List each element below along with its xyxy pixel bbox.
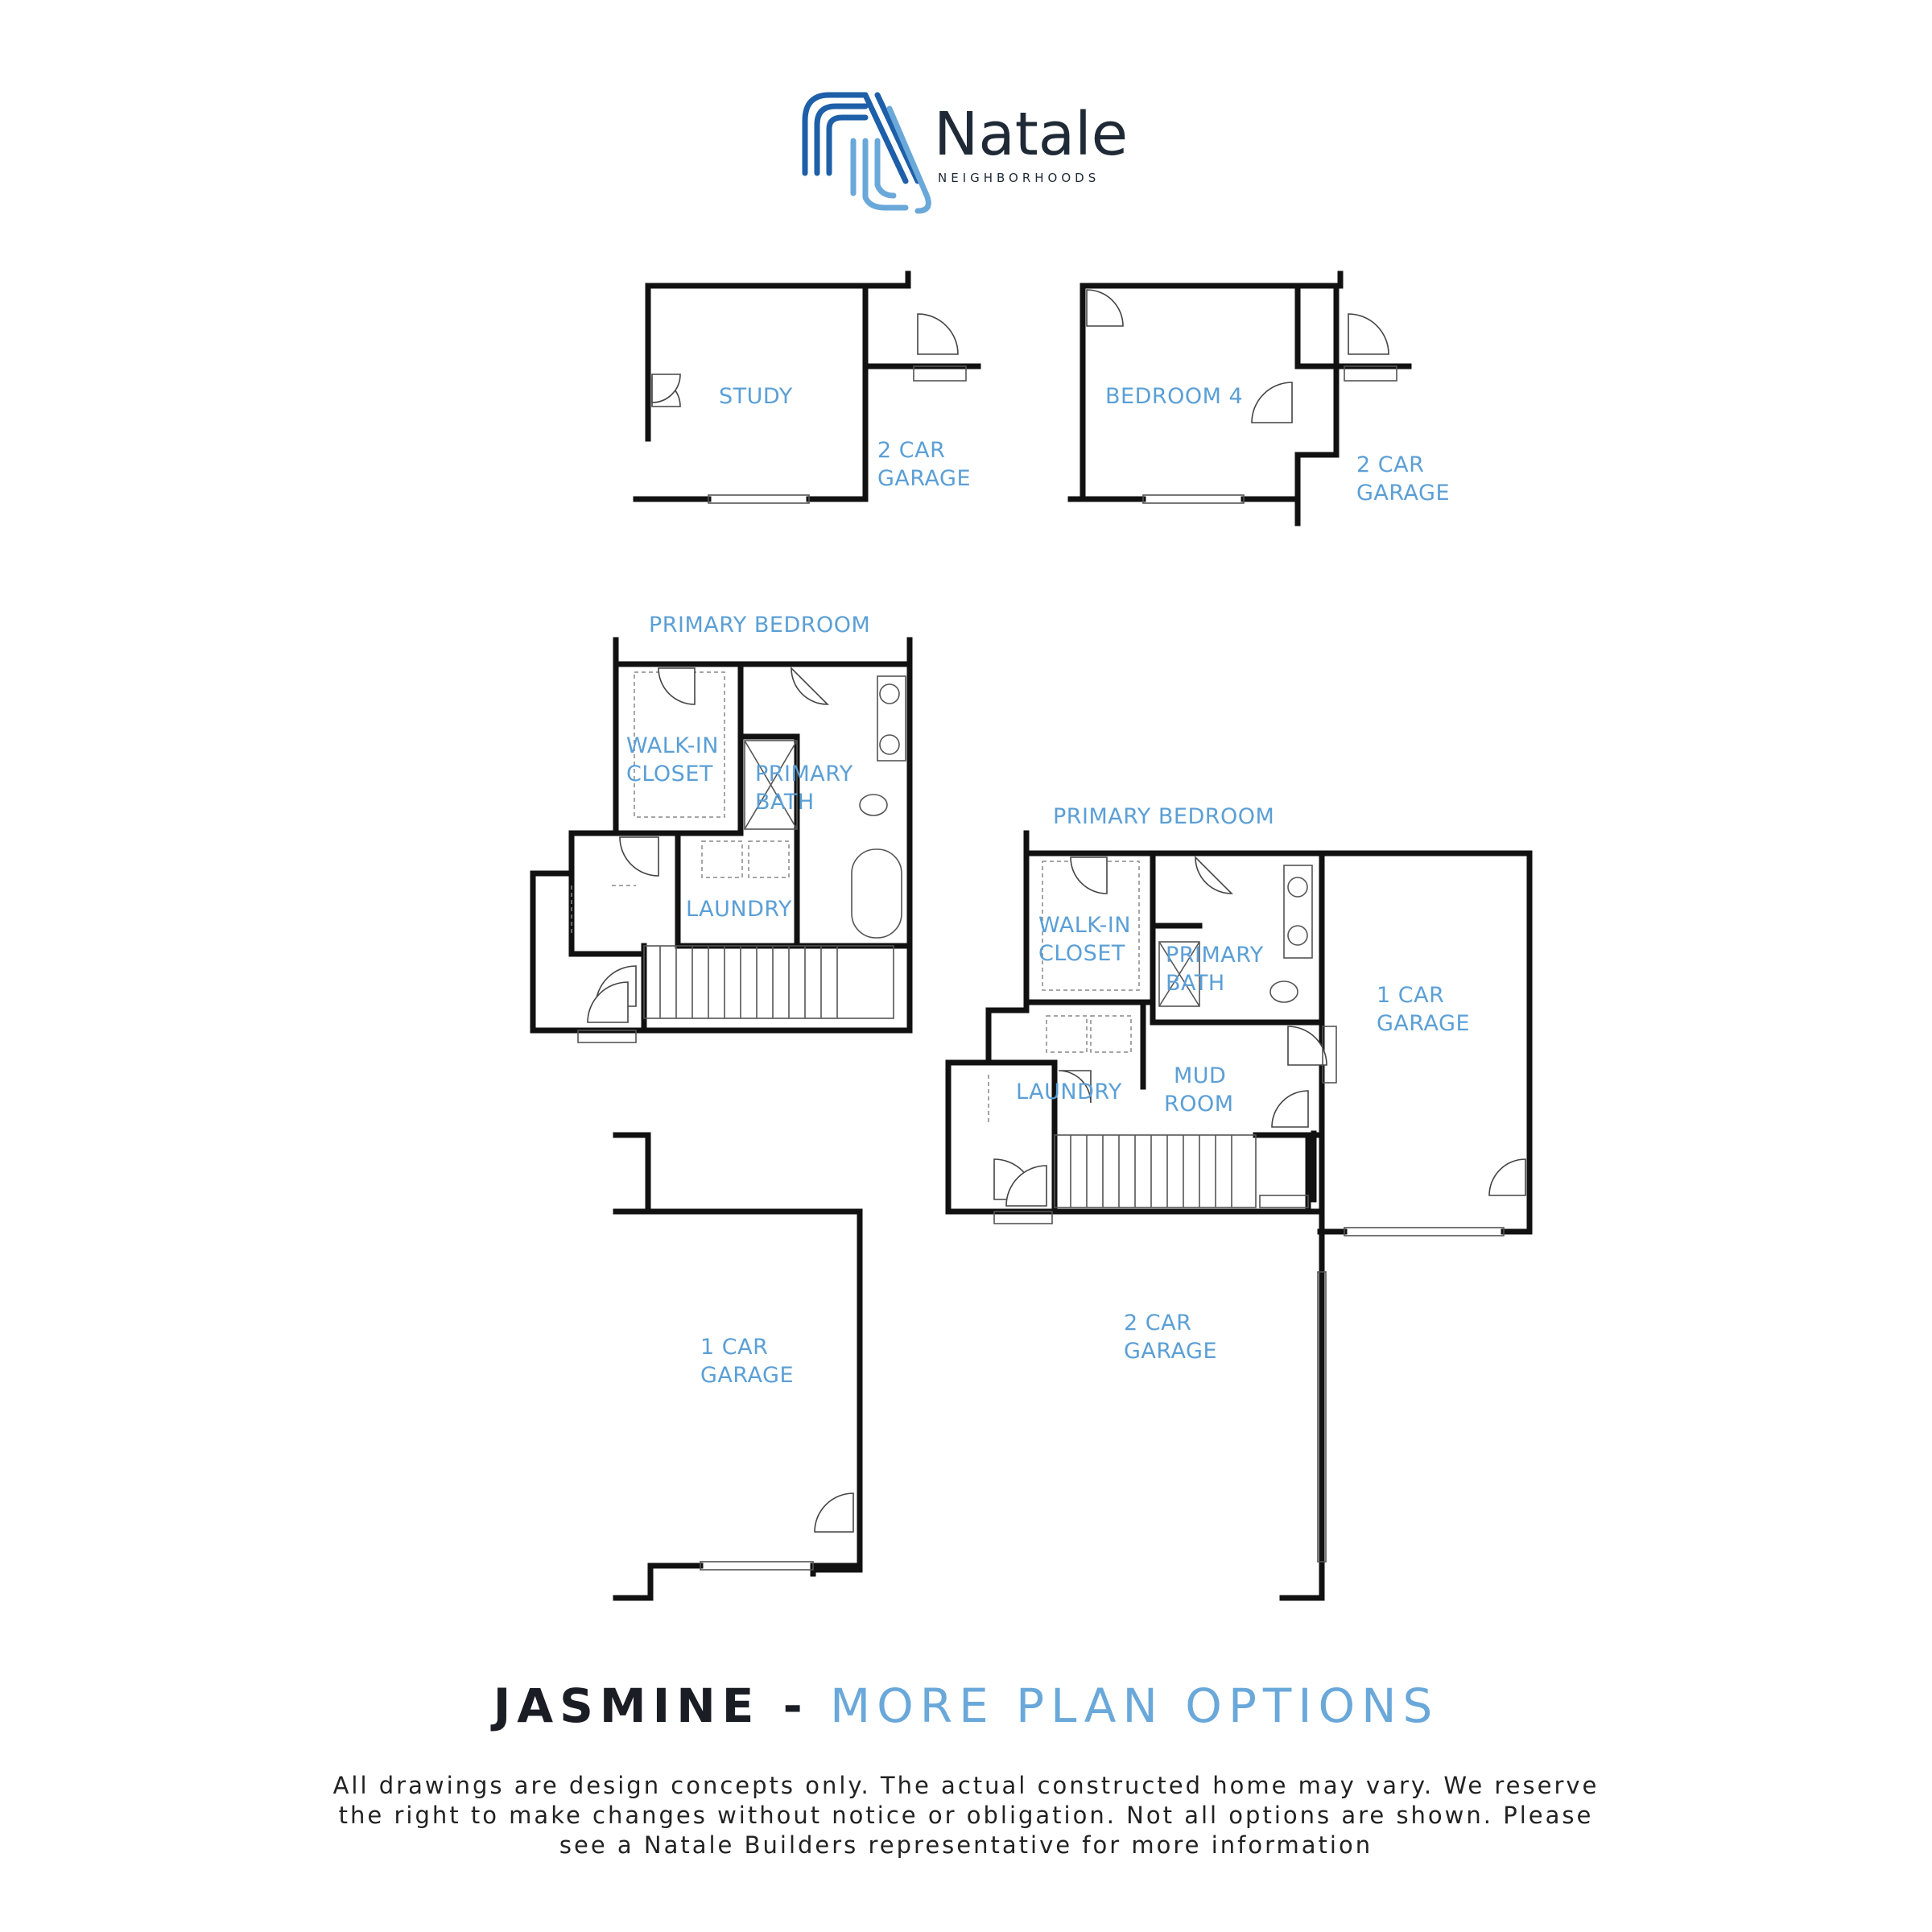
page-title [0, 1678, 1932, 1733]
primary-option-a-plan [533, 613, 910, 1598]
one-car-garage-label-line1: 1 CAR [700, 1335, 769, 1360]
mud-room-door-icon [1272, 1091, 1308, 1127]
study-option-plan [636, 274, 978, 503]
primary-bath-label-line2: BATH [1166, 971, 1225, 996]
dryer-icon [749, 841, 789, 877]
disclaimer-line: see a Natale Builders representative for more information [559, 1831, 1373, 1859]
bath-door-icon [791, 668, 828, 704]
laundry-label: LAUNDRY [1016, 1080, 1122, 1104]
garage-label-line2: GARAGE [1356, 481, 1451, 506]
bathtub-icon [852, 849, 902, 938]
natale-monogram-icon [805, 95, 928, 211]
bedroom4-door-icon [1087, 290, 1123, 326]
disclaimer-line: the right to make changes without notice or obligation. Not all options are shown. Please [338, 1802, 1594, 1829]
one-car-garage-label-line2: GARAGE [1377, 1011, 1471, 1036]
primary-bath-label-line1: PRIMARY [1166, 943, 1264, 968]
garage-side-door-icon [1489, 1159, 1525, 1195]
garage-entry-door-icon [918, 314, 958, 354]
plan-subtitle: MORE PLAN OPTIONS [830, 1678, 1439, 1733]
sink-icon [1288, 926, 1307, 945]
closet-door-icon [1252, 382, 1292, 423]
toilet-icon [860, 795, 887, 815]
primary-bath-label-line2: BATH [755, 790, 815, 815]
sink-icon [880, 735, 899, 754]
closet-door-icon [658, 668, 695, 704]
garage-label-line1: 2 CAR [877, 438, 946, 463]
primary-option-b-plan [948, 804, 1530, 1598]
washer-icon [1046, 1016, 1087, 1052]
garage-door [1344, 1228, 1504, 1236]
bedroom4-option-plan [1071, 274, 1450, 523]
primary-bedroom-label: PRIMARY BEDROOM [1053, 804, 1275, 829]
plan-name: JASMINE - [493, 1678, 809, 1733]
stairs-icon [644, 946, 894, 1018]
walkin-closet-label-line2: CLOSET [1038, 941, 1125, 966]
two-car-garage-label-line1: 2 CAR [1124, 1311, 1192, 1335]
entry-door-icon [588, 982, 628, 1022]
sink-icon [880, 684, 899, 704]
washer-icon [702, 841, 742, 877]
stairs-icon [1055, 1135, 1256, 1208]
study-label: STUDY [719, 384, 793, 409]
walkin-closet-label-line2: CLOSET [626, 762, 713, 786]
bath-door-icon [1195, 857, 1232, 894]
garage-label-line1: 2 CAR [1356, 452, 1425, 477]
study-window [708, 495, 809, 503]
closet-door-icon [1071, 857, 1107, 894]
disclaimer [322, 1771, 1610, 1860]
disclaimer-line: All drawings are design concepts only. The actual constructed home may vary. We reserve [332, 1772, 1600, 1799]
walkin-closet-label-line1: WALK-IN [1038, 913, 1132, 938]
garage-door [700, 1562, 813, 1570]
primary-bath-label-line1: PRIMARY [755, 762, 853, 786]
garage-side-door-icon [815, 1493, 853, 1532]
garage-entry-door-icon [1348, 314, 1389, 354]
brand-name: Natale [934, 100, 1129, 169]
one-car-garage-label-line2: GARAGE [700, 1363, 795, 1388]
garage-label-line2: GARAGE [877, 466, 972, 491]
natale-logo [805, 95, 1128, 211]
mud-room-label-line1: MUD [1174, 1063, 1227, 1088]
two-car-garage-label-line2: GARAGE [1124, 1339, 1218, 1364]
toilet-icon [1270, 981, 1298, 1002]
mud-room-label-line2: ROOM [1164, 1092, 1234, 1117]
dryer-icon [1091, 1016, 1131, 1052]
sink-icon [1288, 877, 1307, 897]
primary-bedroom-label: PRIMARY BEDROOM [649, 613, 871, 638]
laundry-label: LAUNDRY [686, 897, 792, 922]
bedroom4-label: BEDROOM 4 [1105, 384, 1244, 409]
walkin-closet-label-line1: WALK-IN [626, 733, 720, 758]
brand-subtitle: NEIGHBORHOODS [938, 171, 1100, 185]
one-car-garage-label-line1: 1 CAR [1377, 983, 1445, 1008]
bedroom4-window [1143, 495, 1244, 503]
laundry-door-icon [620, 837, 658, 876]
